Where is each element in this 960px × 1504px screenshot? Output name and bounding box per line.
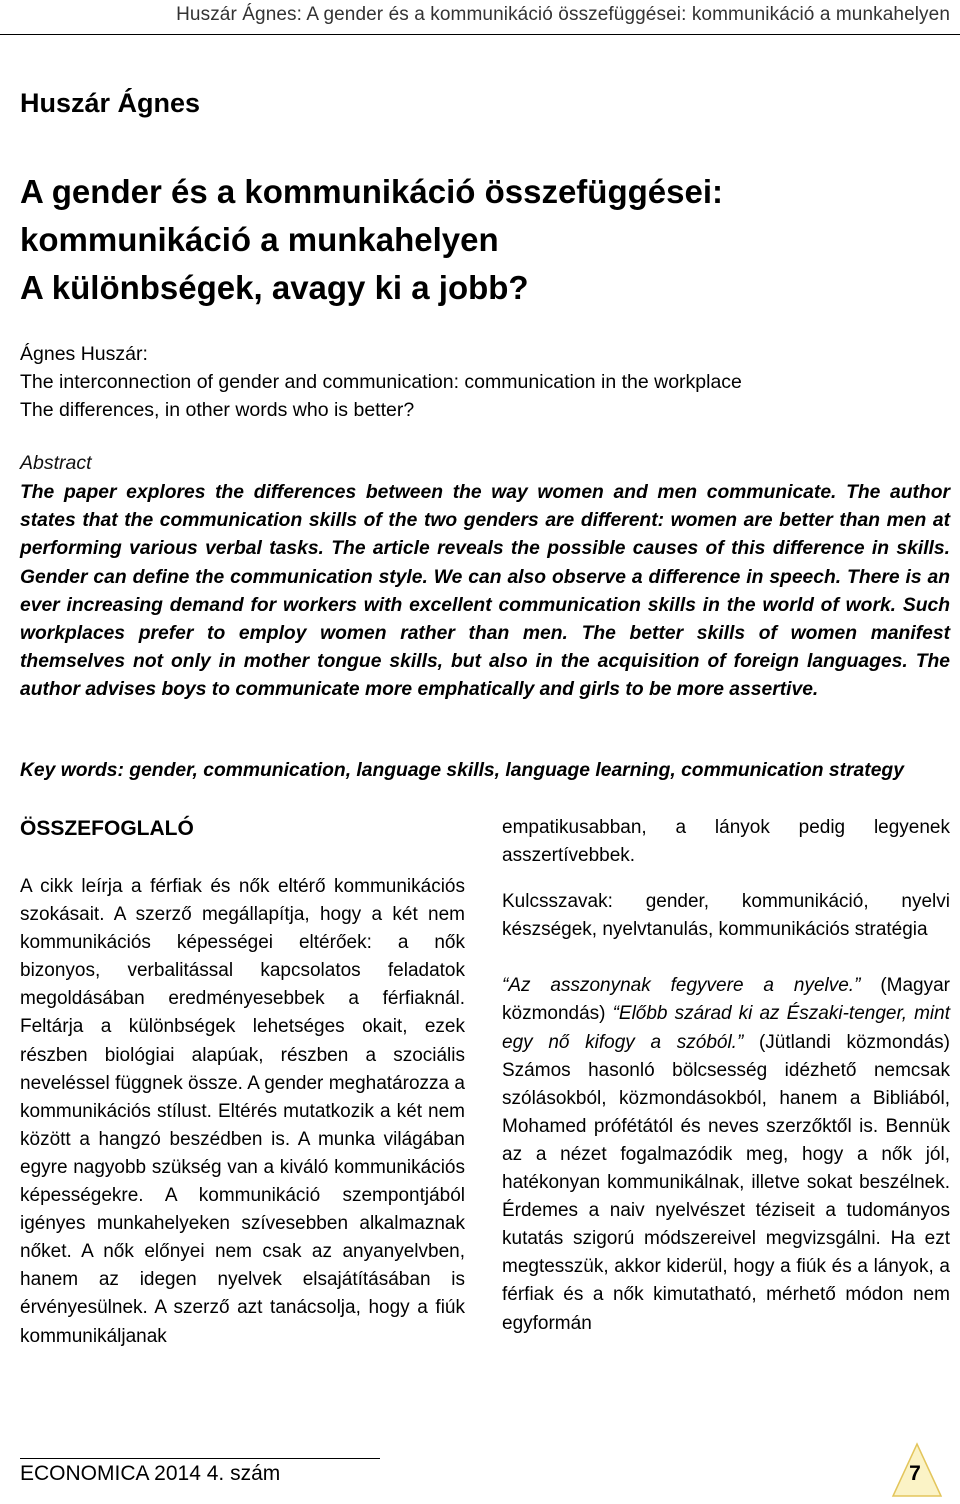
quote-magyar-source: (Magyar közmondás) xyxy=(502,975,951,1025)
intro-text: Számos hasonló bölcsesség idézhető nemcsak szólásokból, közmondásokból, hanem a Bibliából, Mohamed prófétától és neves szerzőktől is. Bennük az a nézet fogalmazódik meg, hogy a nők jól, hatékonyan kommunikálnak, illetve sokat beszélnek. Érdemes a naiv nyelvészet téziseit a tudományos kutatás szigorú módszereivel megvizsgálni. Ha ezt megtesszük, akkor kiderül, hogy a fiúk és a lányok, a férfiak és a nők kimutatható, mérhető módon nem egyformán xyxy=(502,1059,950,1334)
title-line-1: A gender és a kommunikáció összefüggései: xyxy=(20,173,723,210)
summary-text: A cikk leírja a férfiak és nők eltérő kommunikációs szokásait. A szerző megállapítja, hogy a két nem kommunikációs képességei eltérőek: a nők bizonyos, verbalitással kapcsolatos feladatok megoldásában eredményesebbek a férfiaknál. Feltárja a különbségek lehetséges okait, ezek részben biológiai alapúak, részben a szociális neveléssel függnek össze. A gender meghatározza a kommunikációs stílust. Eltérés mutatkozik a két nem között a hangzó beszédben is. A munka világában egyre nagyobb szükség van a kiváló kommunikációs képességekre. A kommunikáció szempontjából igényes munkahelyeken szívesebben alkalmaznak nőket. A nők előnyei nem csak az anyanyelvben, hanem az idegen nyelvek elsajátításában is érvényesülnek. A szerző azt tanácsolja, hogy a fiúk kommunikáljanak xyxy=(20,876,465,1347)
right-column xyxy=(502,814,950,1338)
quote-jutland: “Előbb szárad ki az Északi-tenger, mint egy nő kifogy a szóból.” xyxy=(502,1003,950,1053)
summary-heading: ÖSSZEFOGLALÓ xyxy=(20,817,194,840)
title-line-3: A különbségek, avagy ki a jobb? xyxy=(20,269,529,306)
english-title-block xyxy=(20,340,742,424)
english-subtitle: The differences, in other words who is better? xyxy=(20,399,415,421)
journal-issue: ECONOMICA 2014 4. szám xyxy=(20,1462,281,1485)
header-rule xyxy=(0,34,960,35)
abstract-text: The paper explores the differences between the way women and men communicate. The author states that the communication skills of the two genders are different: women are better than men at performing various verbal tasks. The article reveals the possible causes of this difference in skills. Gender can define the communication style. We can also observe a difference in speech. There is an ever increasing demand for workers with excellent communication skills in the world of work. Such workplaces prefer to employ women rather than men. The better skills of women manifest themselves not only in mother tongue skills, but also in the acquisition of foreign languages. The author advises boys to communicate more emphatically and girls to be more assertive. xyxy=(20,482,950,701)
page-title xyxy=(20,168,723,312)
abstract-label: Abstract xyxy=(20,452,92,474)
quote-magyar: “Az asszonynak fegyvere a nyelve.” xyxy=(502,975,861,997)
summary-continued: empatikusabban, a lányok pedig legyenek asszertívebbek. xyxy=(502,817,950,867)
english-title: The interconnection of gender and communication: communication in the workplace xyxy=(20,371,742,393)
title-line-2: kommunikáció a munkahelyen xyxy=(20,221,499,258)
english-author: Ágnes Huszár: xyxy=(20,343,148,365)
hungarian-keywords: Kulcsszavak: gender, kommunikáció, nyelvi készségek, nyelvtanulás, kommunikációs stratégia xyxy=(502,891,950,941)
intro-paragraph xyxy=(502,972,950,1337)
page-number: 7 xyxy=(909,1462,921,1485)
summary-left-column xyxy=(20,873,465,1351)
author-name: Huszár Ágnes xyxy=(20,88,201,118)
running-head: Huszár Ágnes: A gender és a kommunikáció összefüggései: kommunikáció a munkahelyen xyxy=(176,4,950,25)
footer-rule xyxy=(20,1458,380,1459)
quote-jutland-source: (Jütlandi közmondás) xyxy=(743,1031,950,1053)
keywords: Key words: gender, communication, language skills, language learning, communication strategy xyxy=(20,760,904,781)
